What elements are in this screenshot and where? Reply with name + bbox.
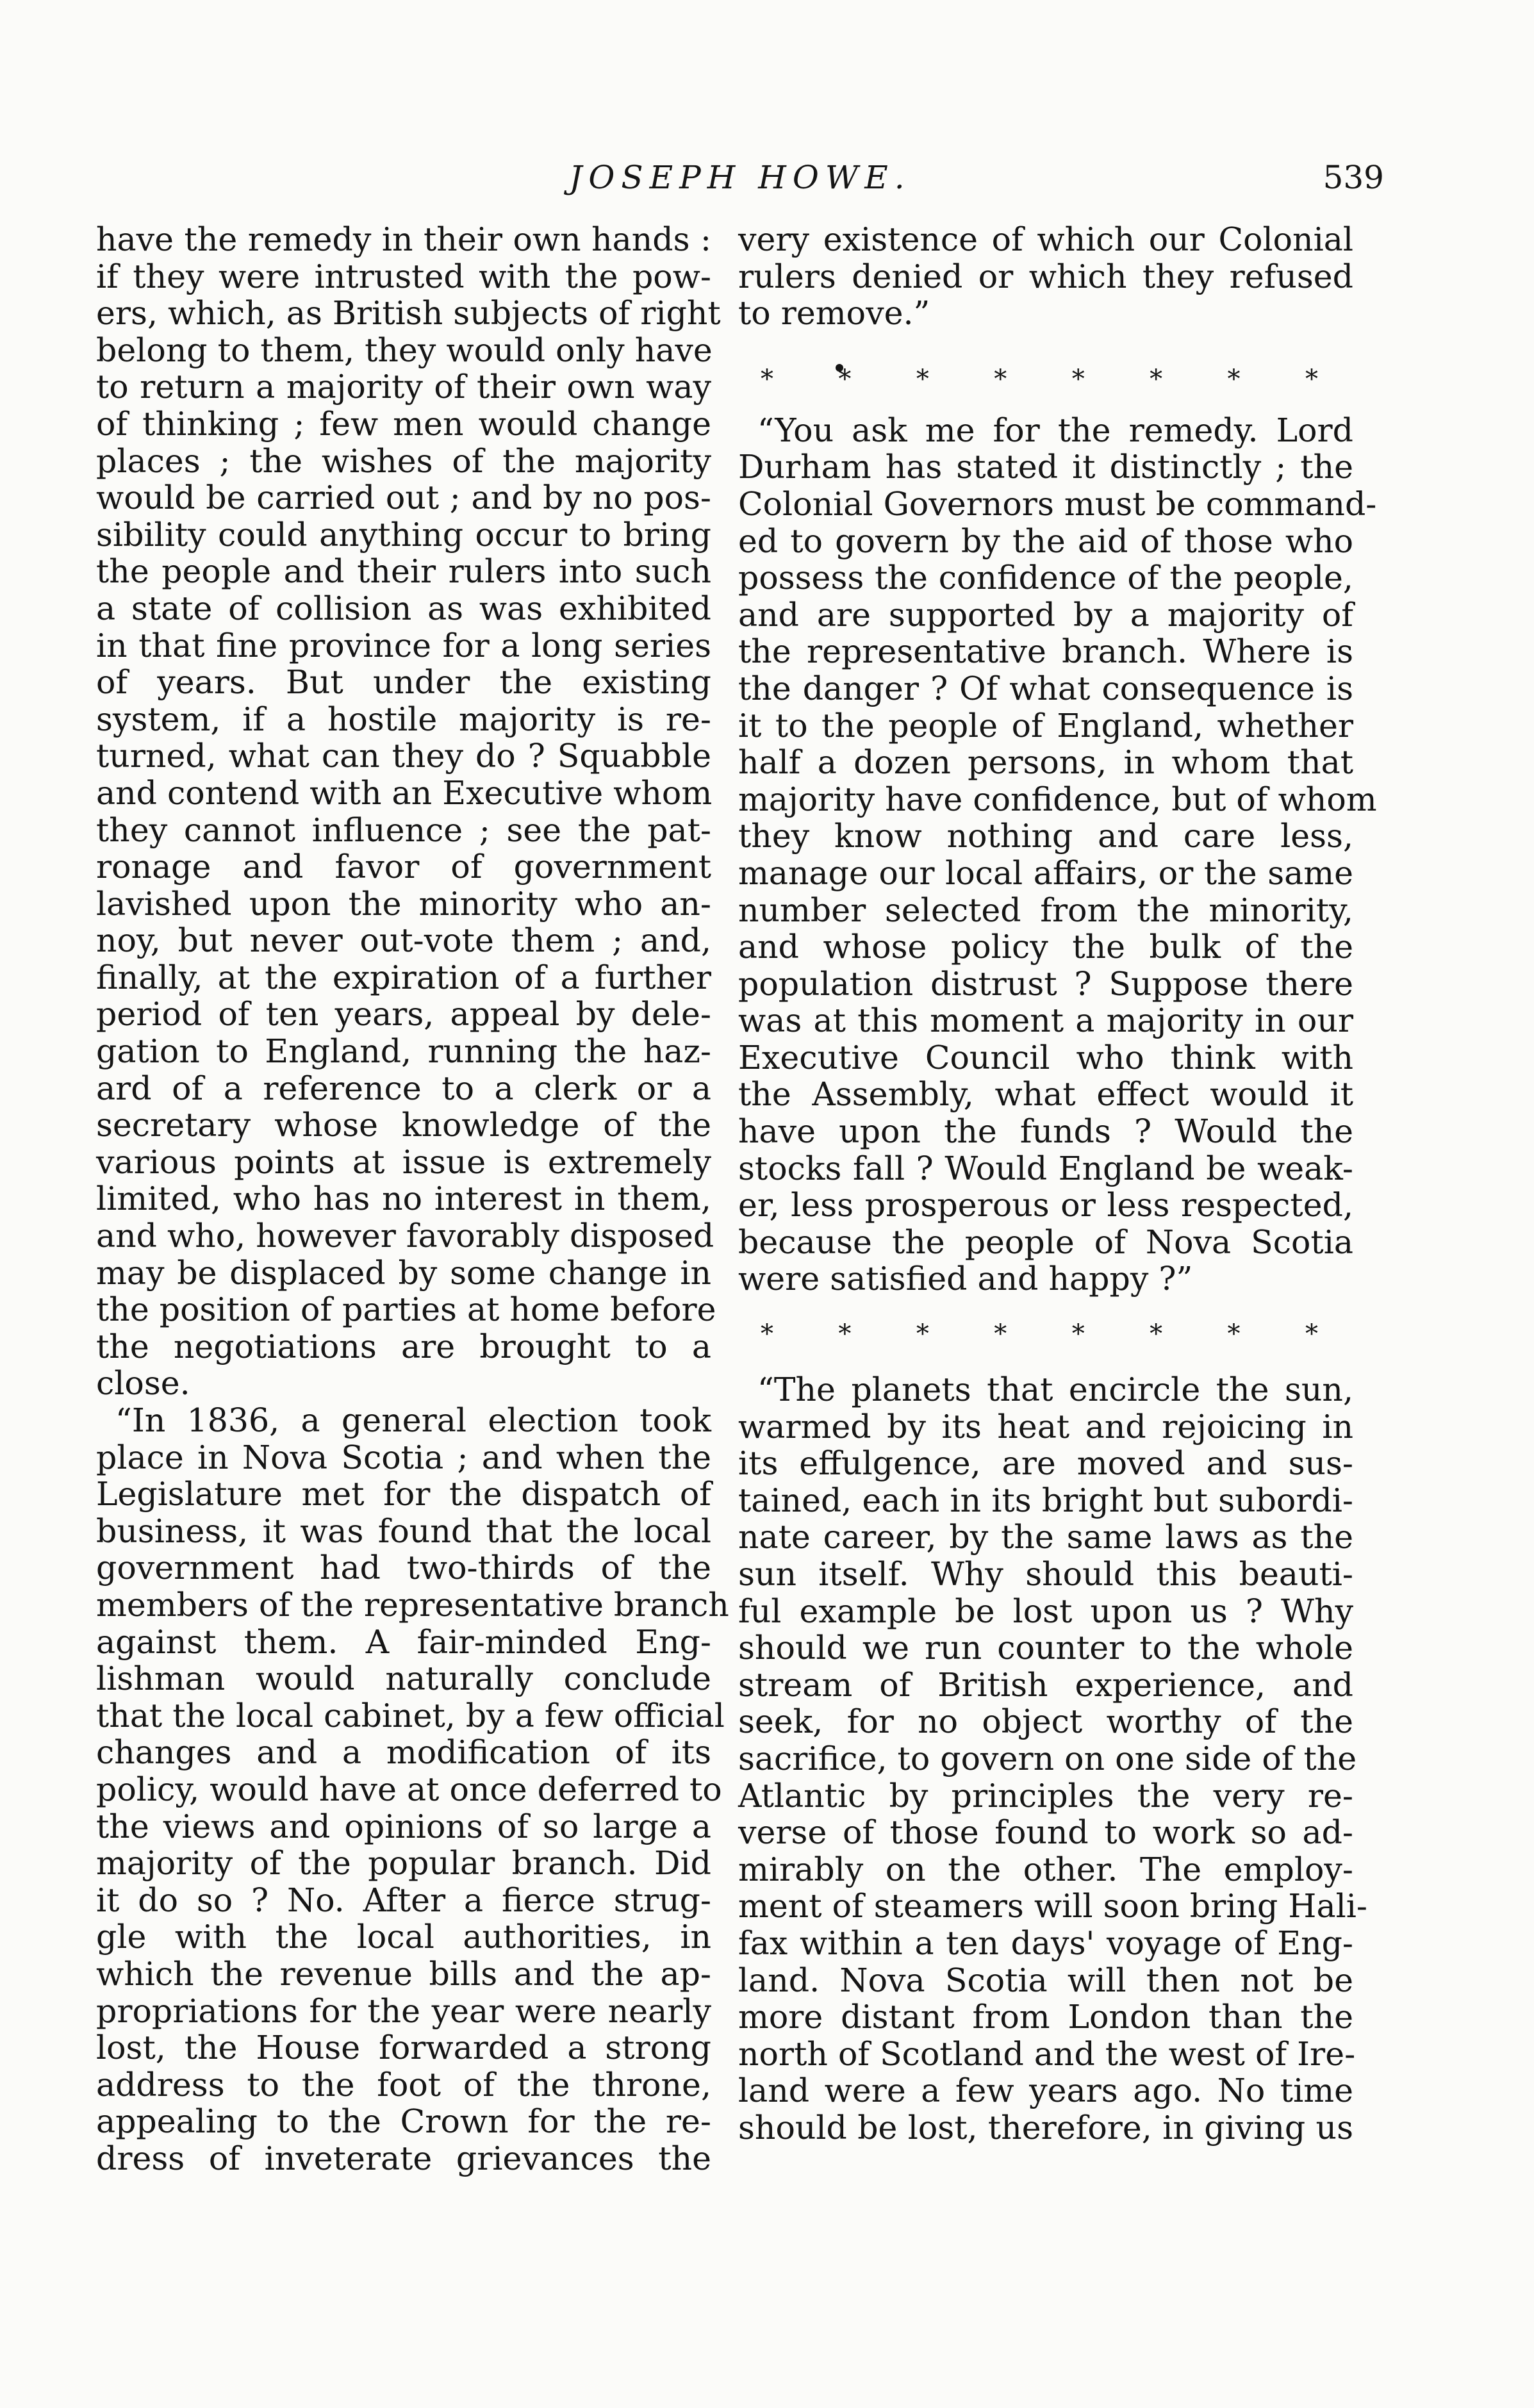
- text-line: policy, would have at once deferred to: [96, 1770, 722, 1808]
- text-line: in that fine province for a long series: [96, 626, 711, 664]
- text-line: a state of collision as was exhibited: [96, 589, 711, 627]
- text-line: may be displaced by some change in: [96, 1253, 711, 1292]
- text-line: mirably on the other. The employ-: [738, 1850, 1353, 1888]
- right-column: [738, 220, 1377, 2147]
- text-line: dress of inveterate grievances the: [96, 2139, 711, 2177]
- asterisk-icon: *: [838, 364, 852, 394]
- text-line: business, it was found that the local: [96, 1512, 711, 1550]
- text-line: stream of British experience, and: [738, 1665, 1353, 1704]
- text-line: should we run counter to the whole: [738, 1629, 1353, 1667]
- text-line: government had two-thirds of the: [96, 1549, 711, 1587]
- text-line: that the local cabinet, by a few official: [96, 1696, 725, 1735]
- asterisk-separator: [738, 332, 1353, 412]
- asterisk-icon: *: [1150, 1319, 1163, 1349]
- text-line: which the revenue bills and the ap-: [96, 1954, 711, 1993]
- text-line: it do so ? No. After a fierce strug-: [96, 1881, 711, 1919]
- text-line: if they were intrusted with the pow-: [96, 257, 711, 295]
- text-line: lavished upon the minority who an-: [96, 884, 711, 923]
- text-line: ed to govern by the aid of those who: [738, 522, 1353, 560]
- text-line: place in Nova Scotia ; and when the: [96, 1438, 711, 1476]
- text-line: tained, each in its bright but subordi-: [738, 1481, 1353, 1519]
- text-line: and whose policy the bulk of the: [738, 928, 1353, 966]
- text-line: “The planets that encircle the sun,: [757, 1371, 1353, 1409]
- text-line: the Assembly, what effect would it: [738, 1075, 1353, 1114]
- text-line: of years. But under the existing: [96, 663, 711, 702]
- text-line: Durham has stated it distinctly ; the: [738, 448, 1353, 486]
- text-line: to remove.”: [738, 294, 930, 333]
- asterisk-icon: *: [994, 1319, 1007, 1349]
- text-line: places ; the wishes of the majority: [96, 441, 711, 480]
- text-line: population distrust ? Suppose there: [738, 964, 1353, 1003]
- text-line: address to the foot of the throne,: [96, 2065, 711, 2104]
- text-line: ers, which, as British subjects of right: [96, 294, 721, 333]
- text-line: sacrifice, to govern on one side of the: [738, 1739, 1357, 1777]
- text-line: system, if a hostile majority is re-: [96, 700, 711, 738]
- text-line: number selected from the minority,: [738, 891, 1353, 929]
- text-line: would be carried out ; and by no pos-: [96, 479, 711, 517]
- text-line: the representative branch. Where is: [738, 632, 1353, 671]
- asterisk-icon: *: [916, 364, 929, 394]
- text-line: to return a majority of their own way: [96, 368, 711, 406]
- text-line: Executive Council who think with: [738, 1038, 1353, 1076]
- text-line: and are supported by a majority of: [738, 595, 1353, 634]
- text-line: manage our local affairs, or the same: [738, 854, 1353, 892]
- text-line: stocks fall ? Would England be weak-: [738, 1149, 1353, 1187]
- text-line: more distant from London than the: [738, 1998, 1353, 2036]
- text-line: gation to England, running the haz-: [96, 1032, 711, 1071]
- text-line: the negotiations are brought to a: [96, 1327, 711, 1365]
- text-line: north of Scotland and the west of Ire-: [738, 2034, 1356, 2073]
- asterisk-icon: *: [1071, 364, 1085, 394]
- text-line: ard of a reference to a clerk or a: [96, 1069, 711, 1107]
- text-line: rulers denied or which they refused: [738, 257, 1353, 295]
- text-line: they know nothing and care less,: [738, 817, 1353, 855]
- asterisk-icon: *: [1227, 364, 1241, 394]
- text-line: limited, who has no interest in them,: [96, 1180, 711, 1218]
- text-line: ful example be lost upon us ? Why: [738, 1592, 1353, 1630]
- text-line: the danger ? Of what consequence is: [738, 669, 1353, 707]
- paragraph-planets: [738, 1371, 1367, 2147]
- text-line: appealing to the Crown for the re-: [96, 2102, 711, 2141]
- text-line: Legislature met for the dispatch of: [96, 1475, 711, 1513]
- text-line: lishman would naturally conclude: [96, 1660, 711, 1698]
- text-line: possess the confidence of the people,: [738, 559, 1353, 597]
- text-line: “In 1836, a general election took: [115, 1401, 711, 1439]
- text-line: period of ten years, appeal by dele-: [96, 995, 711, 1034]
- asterisk-icon: *: [1227, 1319, 1241, 1349]
- text-line: majority of the popular branch. Did: [96, 1844, 711, 1883]
- text-line: finally, at the expiration of a further: [96, 958, 711, 996]
- text-line: close.: [96, 1364, 190, 1403]
- text-line: nate career, by the same laws as the: [738, 1518, 1353, 1556]
- text-line: land were a few years ago. No time: [738, 2072, 1353, 2110]
- text-line: er, less prosperous or less respected,: [738, 1186, 1353, 1225]
- text-line: verse of those found to work so ad-: [738, 1813, 1353, 1852]
- text-line: ronage and favor of government: [96, 848, 711, 886]
- text-line: changes and a modification of its: [96, 1733, 711, 1772]
- text-line: against them. A fair-minded Eng-: [96, 1622, 711, 1661]
- text-line: they cannot influence ; see the pat-: [96, 811, 711, 849]
- text-line: various points at issue is extremely: [96, 1142, 711, 1181]
- text-line: noy, but never out-vote them ; and,: [96, 921, 711, 960]
- asterisk-icon: *: [1071, 1319, 1085, 1349]
- text-line: fax within a ten days' voyage of Eng-: [738, 1924, 1353, 1962]
- asterisk-separator: [738, 1298, 1353, 1371]
- text-line: Atlantic by principles the very re-: [738, 1776, 1353, 1815]
- asterisk-icon: *: [761, 364, 773, 394]
- text-line: majority have confidence, but of whom: [738, 780, 1377, 818]
- asterisk-icon: *: [994, 364, 1007, 394]
- text-line: sibility could anything occur to bring: [96, 515, 711, 554]
- text-line: belong to them, they would only have: [96, 331, 713, 369]
- text-line: Colonial Governors must be command-: [738, 484, 1377, 523]
- text-line: ment of steamers will soon bring Hali-: [738, 1887, 1367, 1926]
- text-line: and who, however favorably disposed: [96, 1217, 714, 1255]
- text-line: have upon the funds ? Would the: [738, 1112, 1353, 1151]
- paragraph-remedy: [738, 411, 1377, 1298]
- left-column: [96, 220, 729, 2177]
- text-line: of thinking ; few men would change: [96, 404, 711, 443]
- text-line: warmed by its heat and rejoicing in: [738, 1407, 1353, 1446]
- running-title: JOSEPH HOWE.: [569, 159, 911, 196]
- asterisk-icon: *: [838, 1319, 852, 1349]
- text-line: have the remedy in their own hands :: [96, 220, 711, 258]
- text-line: was at this moment a majority in our: [738, 1002, 1353, 1040]
- text-line: turned, what can they do ? Squabble: [96, 737, 711, 775]
- text-line: the views and opinions of so large a: [96, 1807, 711, 1845]
- text-line: its effulgence, are moved and sus-: [738, 1444, 1353, 1483]
- text-line: should be lost, therefore, in giving us: [738, 2108, 1353, 2147]
- text-line: land. Nova Scotia will then not be: [738, 1961, 1353, 1999]
- text-line: lost, the House forwarded a strong: [96, 2029, 711, 2067]
- text-line: and contend with an Executive whom: [96, 773, 713, 812]
- page-number: 539: [1323, 159, 1384, 196]
- text-line: sun itself. Why should this beauti-: [738, 1555, 1353, 1593]
- text-line: members of the representative branch: [96, 1585, 729, 1624]
- text-line: it to the people of England, whether: [738, 706, 1353, 745]
- text-line: the people and their rulers into such: [96, 552, 711, 591]
- paragraph-continuation: [738, 221, 1353, 332]
- running-header: [96, 159, 1384, 217]
- asterisk-icon: *: [1305, 364, 1318, 394]
- asterisk-icon: *: [916, 1319, 929, 1349]
- text-line: seek, for no object worthy of the: [738, 1703, 1353, 1741]
- text-line: gle with the local authorities, in: [96, 1918, 711, 1956]
- text-line: secretary whose knowledge of the: [96, 1106, 711, 1144]
- asterisk-icon: *: [1150, 364, 1163, 394]
- text-line: were satisfied and happy ?”: [738, 1260, 1193, 1298]
- text-line: because the people of Nova Scotia: [738, 1223, 1353, 1261]
- asterisk-icon: *: [1305, 1319, 1318, 1349]
- text-line: half a dozen persons, in whom that: [738, 743, 1353, 782]
- asterisk-icon: *: [761, 1319, 773, 1349]
- text-line: very existence of which our Colonial: [738, 220, 1353, 258]
- text-line: “You ask me for the remedy. Lord: [757, 411, 1353, 449]
- text-line: propriations for the year were nearly: [96, 1992, 711, 2030]
- text-line: the position of parties at home before: [96, 1291, 716, 1329]
